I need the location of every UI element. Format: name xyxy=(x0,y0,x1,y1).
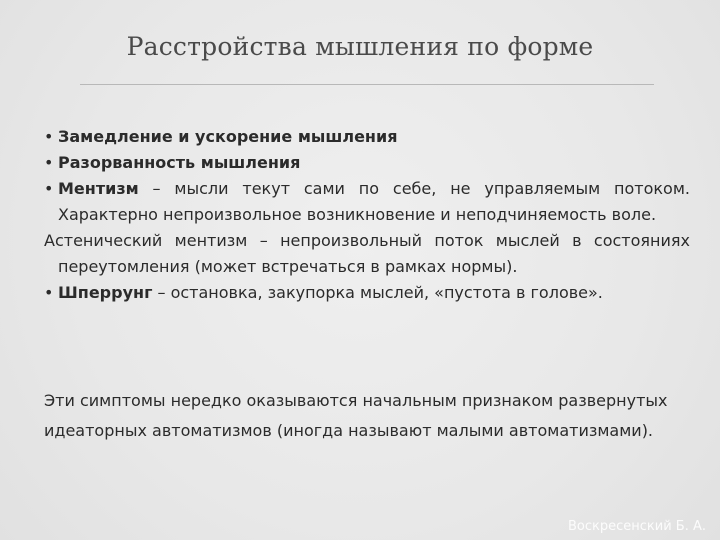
author-credit: Воскресенский Б. А. xyxy=(567,519,706,534)
bullet-icon: • xyxy=(44,127,54,146)
list-item-term: Ментизм xyxy=(58,179,139,198)
list-item-term: Шперрунг xyxy=(58,283,153,302)
list-item-term: Замедление и ускорение мышления xyxy=(58,127,398,146)
list-item-term: Разорванность мышления xyxy=(58,153,301,172)
slide-title: Расстройства мышления по форме xyxy=(126,32,594,61)
summary-paragraph: Эти симптомы нередко оказываются начальным признаком развернутых идеаторных автоматизмов (иногда называют малыми автоматизмами). xyxy=(44,391,668,440)
list-item-plain-text: Астенический ментизм – непроизвольный поток мыслей в состояниях переутомления (может встречаться в рамках нормы). xyxy=(44,231,690,276)
list-item xyxy=(44,150,690,176)
list-item xyxy=(44,176,690,228)
bullet-icon: • xyxy=(44,179,54,198)
title-divider xyxy=(80,84,654,85)
list-item-description: – остановка, закупорка мыслей, «пустота в голове». xyxy=(152,283,603,302)
list-item xyxy=(44,124,690,150)
bullet-list xyxy=(44,124,690,306)
list-item xyxy=(44,280,690,306)
list-item-note xyxy=(44,228,690,280)
bullet-icon: • xyxy=(44,283,54,302)
bullet-icon: • xyxy=(44,153,54,172)
list-item-description: – мысли текут сами по себе, не управляемым потоком. Характерно непроизвольное возникновение и неподчиняемость воле. xyxy=(58,179,690,224)
